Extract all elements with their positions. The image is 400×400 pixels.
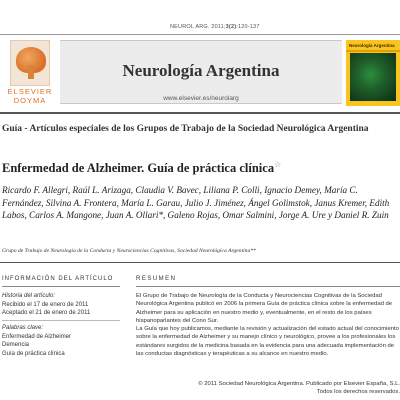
citation-volume: 3(2) <box>225 24 237 30</box>
copyright-line: © 2011 Sociedad Neurológica Argentina. Publicado por Elsevier España, S.L. <box>198 381 400 387</box>
author-affiliation: Grupo de Trabajo de Neurología de la Conducta y Neurociencias Cognitivas, Sociedad Neurológica Argentina** <box>2 248 256 254</box>
top-rule <box>0 34 400 35</box>
citation-journal: NEUROL ARG. 2011; <box>170 24 226 30</box>
citation-pages: :120-137 <box>236 24 260 30</box>
keyword-item: Guía de práctica clínica <box>2 350 65 357</box>
article-section: Guía - Artículos especiales de los Grupos de Trabajo de la Sociedad Neurológica Argentina <box>2 124 369 134</box>
journal-citation <box>170 24 260 30</box>
keyword-item: Enfermedad de Alzheimer <box>2 333 72 340</box>
authors-rule <box>0 262 400 263</box>
resumen-heading: RESUMEN <box>136 276 177 282</box>
info-divider <box>2 320 120 321</box>
tree-icon <box>10 40 50 86</box>
header-rule <box>0 112 400 114</box>
abstract-paragraph: El Grupo de Trabajo de Neurología de la Conducta y Neurociencias Cognitivas de la Sociedad Neurológica Argentina publicó en 2006 la primera Guía de práctica clínica sobre la enfermedad de Alzheimer para su aplicación en nuestro medio y, eventualmente, en el resto de los países hispanoparlantes del Cono Sur. <box>136 293 393 324</box>
journal-cover-image <box>346 40 400 106</box>
rights-line: Todos los derechos reservados. <box>316 389 400 395</box>
journal-url[interactable]: www.elsevier.es/neurolarg <box>163 95 239 102</box>
journal-banner <box>60 40 342 104</box>
copyright-notice <box>136 380 400 396</box>
article-info-rule <box>2 286 120 287</box>
received-date: Recibido el 17 de enero de 2011 <box>2 301 89 308</box>
title-footnote-mark[interactable]: ☆ <box>274 160 282 169</box>
logo-line-2: DOYMA <box>13 95 47 105</box>
logo-line-1: ELSEVIER <box>7 87 53 96</box>
article-title-text: Enfermedad de Alzheimer. Guía de práctica clínica <box>2 161 275 176</box>
author-list: Ricardo F. Allegri, Raúl L. Arizaga, Claudia V. Bavec, Liliana P. Colli, Ignacio Demey, María C. Fernández, Silvina A. Frontera, María L. Garau, Julio J. Jiménez, Ángel Golimstok, Janus Kremer, Edith Labos, Carlos A. Mangone, Juan A. Ollari*, Galeno Rojas, Omar Salmini, Jorge A. Ure y Daniel R. Zuin <box>2 185 390 220</box>
article-info-heading: INFORMACIÓN DEL ARTÍCULO <box>2 276 114 282</box>
cover-brain-image <box>350 53 396 101</box>
article-history <box>2 292 122 318</box>
journal-title: Neurología Argentina <box>122 61 280 80</box>
elsevier-logo <box>2 40 58 106</box>
article-title <box>2 160 400 176</box>
keywords-block <box>2 324 122 358</box>
resumen-rule <box>136 286 400 287</box>
accepted-date: Aceptado el 21 de enero de 2011 <box>2 310 91 316</box>
keyword-item: Demencia <box>2 342 30 348</box>
cover-title: Neurología Argentina <box>349 43 395 48</box>
abstract-body <box>136 292 400 358</box>
keywords-label: Palabras clave: <box>2 325 44 331</box>
abstract-paragraph: La Guía que hoy publicamos, mediante la revisión y actualización del estado actual del conocimiento sobre la enfermedad de Alzheimer y su manejo clínico y neurológico, provee a los profesionales los estándares surgidos de la medicina basada en la evidencia para una adecuada implementación de las conductas diagnósticas y terapéuticas a su alcance en nuestro medio. <box>136 326 399 358</box>
history-label: Historia del artículo: <box>2 293 56 299</box>
